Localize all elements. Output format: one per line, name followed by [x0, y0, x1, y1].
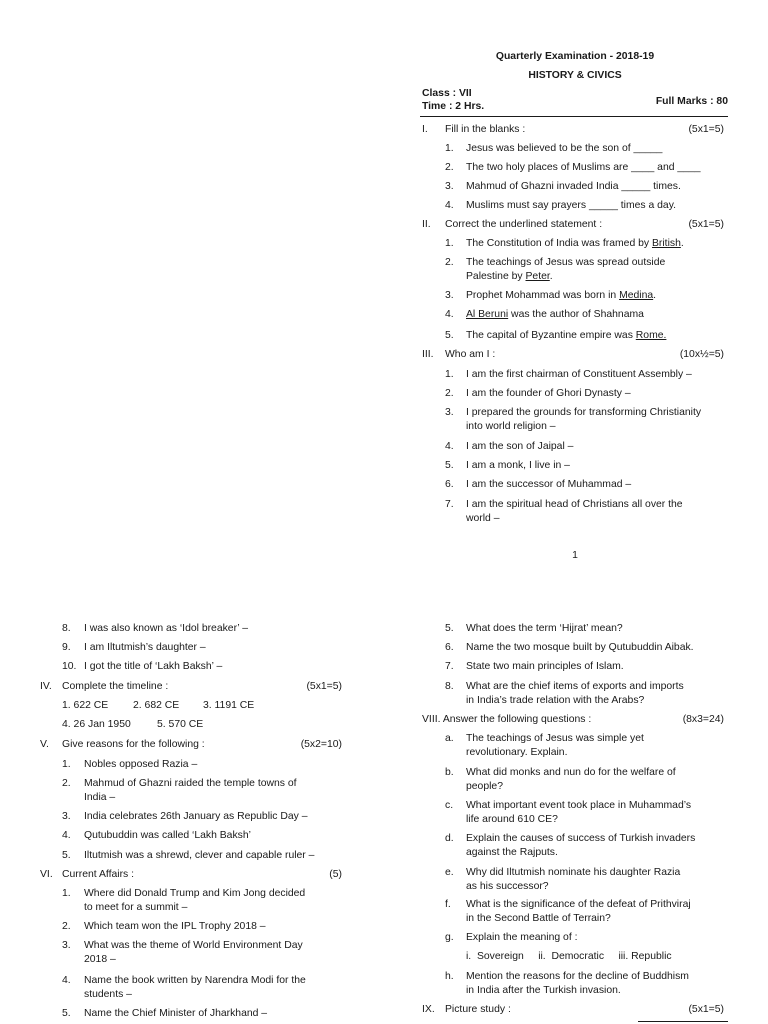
question-text-cont: against the Rajputs.	[466, 847, 558, 858]
question-text-cont: world –	[466, 513, 500, 524]
question-text-cont: to meet for a summit –	[84, 902, 188, 913]
question-number: 3.	[62, 811, 71, 822]
question-number: 6.	[445, 479, 454, 490]
question-text: Explain the meaning of :	[466, 932, 578, 943]
section-title: Picture study :	[445, 1004, 511, 1015]
section-title: Fill in the blanks :	[445, 124, 526, 135]
question-number: 9.	[62, 642, 71, 653]
timeline-entry: 3. 1191 CE	[203, 700, 255, 711]
section-title: Complete the timeline :	[62, 681, 169, 692]
section-marks: (5x1=5)	[688, 219, 724, 230]
question-text: Qutubuddin was called ‘Lakh Baksh’	[84, 830, 251, 841]
question-text: Jesus was believed to be the son of _____	[466, 143, 663, 154]
question-number: 1.	[445, 369, 454, 380]
question-text: Mahmud of Ghazni invaded India _____ times.	[466, 181, 681, 192]
question-number: 3.	[62, 940, 71, 951]
question-text-cont: as his successor?	[466, 881, 549, 892]
question-number: f.	[445, 899, 451, 910]
question-number: 10.	[62, 661, 77, 672]
question-text-cont: people?	[466, 781, 503, 792]
class-label: Class : VII	[422, 88, 472, 99]
question-text: What does the term ‘Hijrat’ mean?	[466, 623, 623, 634]
section-marks: (5x1=5)	[688, 1004, 724, 1015]
question-text: Where did Donald Trump and Kim Jong decided	[84, 888, 306, 899]
question-text: I am the first chairman of Constituent Assembly –	[466, 369, 692, 380]
question-text: Iltutmish was a shrewd, clever and capable ruler –	[84, 850, 315, 861]
section-title: Give reasons for the following :	[62, 739, 205, 750]
question-text: I got the title of ‘Lakh Baksh’ –	[84, 661, 223, 672]
section-number: IX.	[422, 1004, 435, 1015]
question-number: 1.	[445, 143, 454, 154]
section-title: Current Affairs :	[62, 869, 134, 880]
section-number: V.	[40, 739, 49, 750]
question-text: I am the son of Jaipal –	[466, 441, 574, 452]
question-number: 8.	[445, 681, 454, 692]
question-text-cont: Palestine by Peter.	[466, 271, 553, 282]
question-text: The teachings of Jesus was simple yet	[466, 733, 644, 744]
page-number: 1	[572, 550, 578, 561]
section-number: VI.	[40, 869, 53, 880]
section-number: III.	[422, 349, 434, 360]
question-number: 4.	[62, 830, 71, 841]
question-text-cont: India –	[84, 792, 116, 803]
question-text: India celebrates 26th January as Republic Day –	[84, 811, 308, 822]
question-number: 3.	[445, 181, 454, 192]
question-text-cont: 2018 –	[84, 954, 116, 965]
question-text: The capital of Byzantine empire was Rome.	[466, 330, 667, 341]
question-number: 7.	[445, 499, 454, 510]
question-number: 4.	[62, 975, 71, 986]
section-marks: (5x1=5)	[688, 124, 724, 135]
question-text-cont: in India after the Turkish invasion.	[466, 985, 621, 996]
question-number: a.	[445, 733, 454, 744]
subject-title: HISTORY & CIVICS	[528, 70, 622, 81]
question-number: 2.	[445, 162, 454, 173]
question-number: 2.	[445, 388, 454, 399]
timeline-entry: 1. 622 CE	[62, 700, 109, 711]
question-text: I am the spiritual head of Christians all over the	[466, 499, 683, 510]
question-text: The two holy places of Muslims are ____ and ____	[466, 162, 701, 173]
question-number: 7.	[445, 661, 454, 672]
question-text: The Constitution of India was framed by British.	[466, 238, 684, 249]
question-number: 2.	[62, 921, 71, 932]
question-text: What is the significance of the defeat of Prithviraj	[466, 899, 691, 910]
section-number: II.	[422, 219, 431, 230]
section-marks: (10x½=5)	[679, 349, 724, 360]
question-text: I prepared the grounds for transforming Christianity	[466, 407, 702, 418]
question-number: 5.	[62, 850, 71, 861]
question-text: I am the founder of Ghori Dynasty –	[466, 388, 631, 399]
section-number: I.	[422, 124, 428, 135]
question-number: 1.	[62, 759, 71, 770]
question-text: Mention the reasons for the decline of Buddhism	[466, 971, 689, 982]
question-number: g.	[445, 932, 454, 943]
question-text-cont: in the Second Battle of Terrain?	[466, 913, 611, 924]
question-number: 1.	[62, 888, 71, 899]
full-marks-label: Full Marks : 80	[655, 96, 728, 107]
question-text: What are the chief items of exports and imports	[466, 681, 684, 692]
question-number: 5.	[62, 1008, 71, 1019]
question-text: I was also known as ‘Idol breaker’ –	[84, 623, 249, 634]
question-text-cont: in India’s trade relation with the Arabs?	[466, 695, 645, 706]
question-text: Name the two mosque built by Qutubuddin Aibak.	[466, 642, 694, 653]
question-number: h.	[445, 971, 454, 982]
header-divider	[420, 116, 728, 117]
question-number: 2.	[62, 778, 71, 789]
question-text-cont: revolutionary. Explain.	[466, 747, 568, 758]
question-text: What important event took place in Muhammad’s	[466, 800, 692, 811]
question-text-cont: life around 610 CE?	[466, 814, 558, 825]
question-number: 5.	[445, 460, 454, 471]
question-text: Nobles opposed Razia –	[84, 759, 198, 770]
question-number: 5.	[445, 330, 454, 341]
section-title: Correct the underlined statement :	[445, 219, 603, 230]
section-marks: (5x1=5)	[306, 681, 342, 692]
question-number: 3.	[445, 290, 454, 301]
question-number: 3.	[445, 407, 454, 418]
question-text: Explain the causes of success of Turkish invaders	[466, 833, 696, 844]
timeline-entry: 5. 570 CE	[157, 719, 204, 730]
question-number: 4.	[445, 200, 454, 211]
question-text: State two main principles of Islam.	[466, 661, 624, 672]
timeline-entry: 4. 26 Jan 1950	[62, 719, 131, 730]
question-text: I am Iltutmish’s daughter –	[84, 642, 206, 653]
question-text: Mahmud of Ghazni raided the temple towns of	[84, 778, 297, 789]
question-text: What was the theme of World Environment Day	[84, 940, 303, 951]
question-number: 1.	[445, 238, 454, 249]
picture-box-top-edge	[638, 1021, 728, 1022]
question-text: Why did Iltutmish nominate his daughter Razia	[466, 867, 681, 878]
question-text-cont: i. Sovereign ii. Democratic iii. Republic	[466, 951, 672, 962]
section-marks: (5x2=10)	[300, 739, 342, 750]
question-number: e.	[445, 867, 454, 878]
question-text: Which team won the IPL Trophy 2018 –	[84, 921, 266, 932]
question-text: I am a monk, I live in –	[466, 460, 570, 471]
question-number: 4.	[445, 309, 454, 320]
section-marks: (5)	[329, 869, 342, 880]
section-title: Who am I :	[445, 349, 496, 360]
question-text: The teachings of Jesus was spread outside	[466, 257, 666, 268]
timeline-entry: 2. 682 CE	[133, 700, 180, 711]
question-text: Prophet Mohammad was born in Medina.	[466, 290, 657, 301]
question-number: b.	[445, 767, 454, 778]
question-number: c.	[445, 800, 454, 811]
section-heading: VIII. Answer the following questions :	[422, 714, 592, 725]
question-number: 4.	[445, 441, 454, 452]
time-label: Time : 2 Hrs.	[422, 101, 485, 112]
question-number: 2.	[445, 257, 454, 268]
question-number: 6.	[445, 642, 454, 653]
question-text: Name the Chief Minister of Jharkhand –	[84, 1008, 268, 1019]
question-text: Al Beruni was the author of Shahnama	[466, 309, 644, 320]
question-text: I am the successor of Muhammad –	[466, 479, 632, 490]
question-number: 8.	[62, 623, 71, 634]
section-marks: (8x3=24)	[682, 714, 724, 725]
question-text: Muslims must say prayers _____ times a day.	[466, 200, 677, 211]
section-number: IV.	[40, 681, 52, 692]
question-text: Name the book written by Narendra Modi for the	[84, 975, 306, 986]
question-text: What did monks and nun do for the welfare of	[466, 767, 676, 778]
question-number: d.	[445, 833, 454, 844]
question-text-cont: students –	[84, 989, 132, 1000]
question-text-cont: into world religion –	[466, 421, 556, 432]
question-number: 5.	[445, 623, 454, 634]
exam-title: Quarterly Examination - 2018-19	[495, 51, 655, 62]
